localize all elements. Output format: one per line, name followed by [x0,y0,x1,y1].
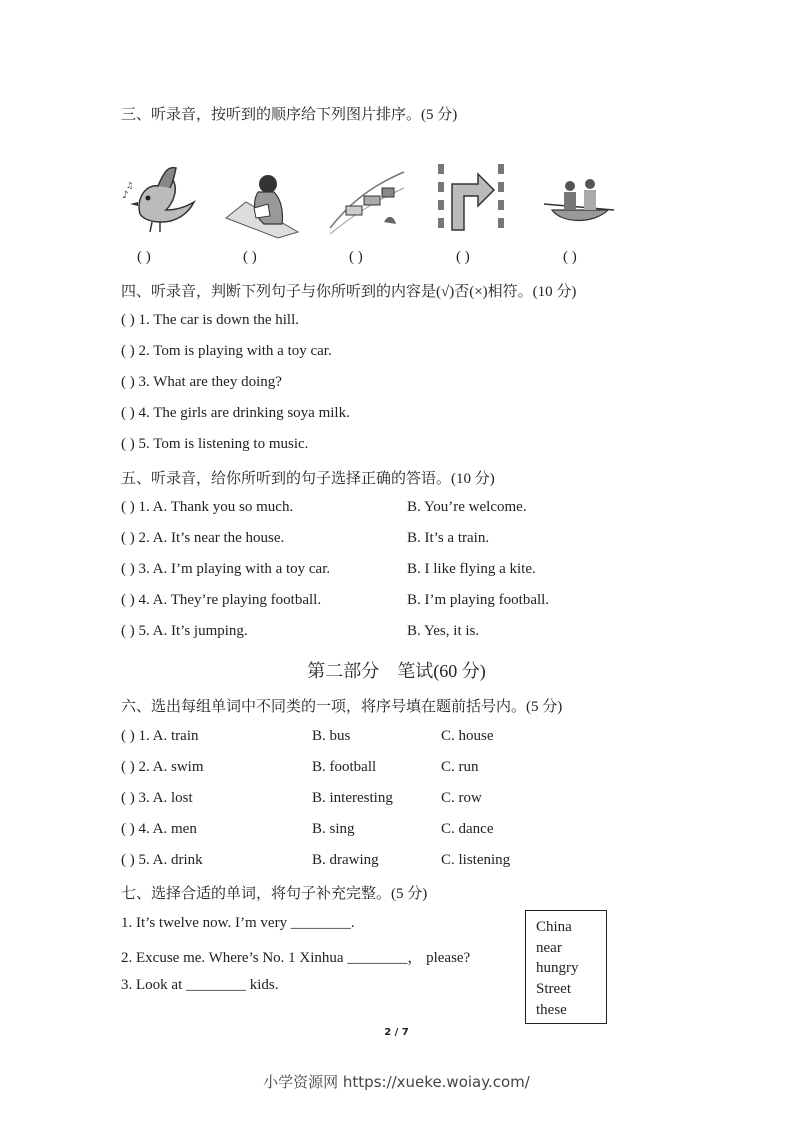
section6-item-4-a: ( ) 4. A. men [121,821,197,837]
section5-item-1-a: ( ) 1. A. Thank you so much. [121,499,294,515]
section4-item-1: ( ) 1. The car is down the hill. [121,312,300,328]
section6-item-3-c: C. row [441,790,482,806]
word-box-item: near [536,939,562,956]
section5-item-5-b: B. Yes, it is. [407,623,480,639]
section5-item-4-a: ( ) 4. A. They’re playing football. [121,592,322,608]
section4-item-3: ( ) 3. What are they doing? [121,374,282,390]
section5-item-4-b: B. I’m playing football. [407,592,550,608]
order-blank-3[interactable]: ( ) [349,249,363,265]
section5-title: 五、听录音，给你所听到的句子选择正确的答语。(10 分) [121,471,495,487]
section7-item-3: 3. Look at ________ kids. [121,977,279,993]
section7-item-2: 2. Excuse me. Where’s No. 1 Xinhua ________， please? [121,950,471,966]
word-box-item: China [536,919,572,935]
svg-text:♪: ♪ [122,190,129,201]
section6-item-4-c: C. dance [441,821,494,837]
section6-item-2-b: B. football [312,759,377,775]
section6-item-5-b: B. drawing [312,852,379,868]
section5-item-3-b: B. I like flying a kite. [407,561,536,577]
section5-item-2-a: ( ) 2. A. It’s near the house. [121,530,285,546]
section5-item-1-b: B. You’re welcome. [407,499,527,515]
svg-text:♫: ♫ [126,181,134,190]
order-blank-5[interactable]: ( ) [563,249,577,265]
part2-title: 第二部分 笔试(60 分) [307,661,486,681]
section6-item-1-c: C. house [441,728,494,744]
word-box-item: hungry [536,960,579,977]
section6-item-5-c: C. listening [441,852,511,868]
section6-item-3-b: B. interesting [312,790,393,806]
section6-item-1-b: B. bus [312,728,351,744]
word-box-item: these [536,1001,567,1018]
section5-item-5-a: ( ) 5. A. It’s jumping. [121,623,248,639]
section7-item-1: 1. It’s twelve now. I’m very ________. [121,915,355,931]
section6-title: 六、选出每组单词中不同类的一项，将序号填在题前括号内。(5 分) [121,699,563,715]
section4-item-4: ( ) 4. The girls are drinking soya milk. [121,405,350,421]
train-on-hill-image [326,158,408,240]
section6-item-3-a: ( ) 3. A. lost [121,790,193,806]
section5-item-2-b: B. It’s a train. [407,530,490,546]
order-blank-2[interactable]: ( ) [243,249,257,265]
section6-item-2-a: ( ) 2. A. swim [121,759,204,775]
rowing-boat-image [538,158,620,240]
word-box [525,910,607,1024]
section6-item-1-a: ( ) 1. A. train [121,728,199,744]
footer-link[interactable]: 小学资源网 https://xueke.woiay.com/ [263,1073,530,1091]
girl-reading-image [224,158,306,240]
section7-title: 七、选择合适的单词，将句子补充完整。(5 分) [121,886,428,902]
page-number: 2 / 7 [384,1027,409,1038]
section6-item-5-a: ( ) 5. A. drink [121,852,203,868]
order-blank-1[interactable]: ( ) [137,249,151,265]
turn-right-sign-image [432,158,514,240]
section4-item-2: ( ) 2. Tom is playing with a toy car. [121,343,332,359]
order-blank-4[interactable]: ( ) [456,249,470,265]
section3-title: 三、听录音，按听到的顺序给下列图片排序。(5 分) [121,107,458,123]
section4-item-5: ( ) 5. Tom is listening to music. [121,436,309,452]
section5-item-3-a: ( ) 3. A. I’m playing with a toy car. [121,561,331,577]
word-box-item: Street [536,981,571,998]
section6-item-4-b: B. sing [312,821,355,837]
section4-title: 四、听录音，判断下列句子与你所听到的内容是(√)否(×)相符。(10 分) [121,284,577,300]
bird-image [118,158,200,240]
section6-item-2-c: C. run [441,759,479,775]
